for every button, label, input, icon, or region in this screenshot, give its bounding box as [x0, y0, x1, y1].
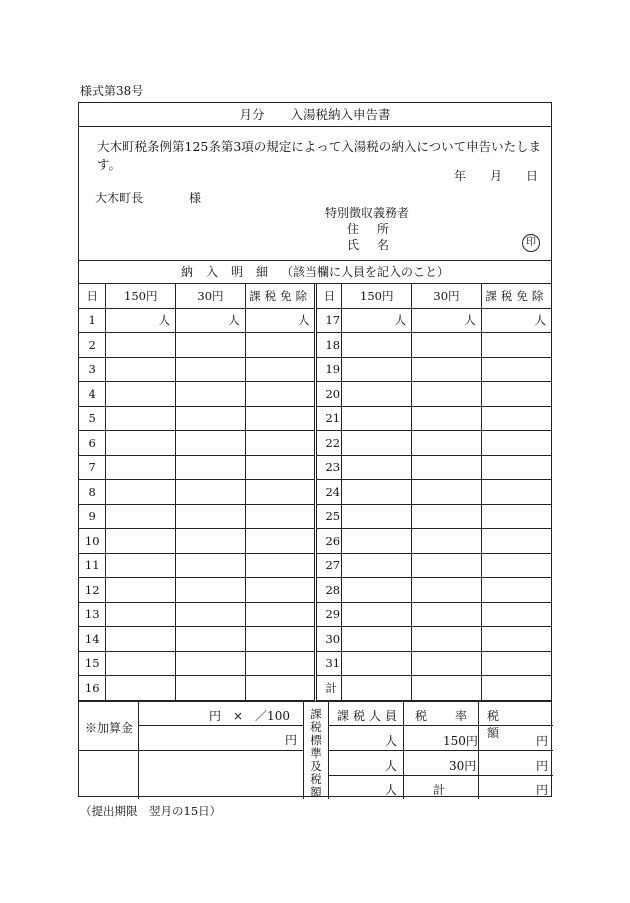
recipient-honorific: 様: [189, 191, 202, 205]
count-30-cell[interactable]: 人: [412, 308, 482, 333]
count-150-cell[interactable]: [106, 529, 176, 554]
detail-row: [79, 431, 551, 456]
count-exempt-cell[interactable]: [481, 333, 551, 358]
date-day: 日: [526, 169, 539, 183]
count-150-cell[interactable]: [342, 553, 412, 578]
detail-note: （該当欄に人員を記入のこと）: [281, 265, 450, 279]
header-30: 30円: [412, 284, 482, 308]
count-30-cell[interactable]: [176, 382, 246, 407]
tax-return-form: [78, 102, 552, 797]
count-150-cell[interactable]: [342, 529, 412, 554]
day-cell: 12: [79, 578, 106, 603]
count-30-cell[interactable]: [412, 357, 482, 382]
count-30-cell[interactable]: [412, 455, 482, 480]
day-cell: 17: [316, 308, 342, 333]
count-30-cell[interactable]: [176, 333, 246, 358]
count-150-cell[interactable]: [106, 406, 176, 431]
surcharge-label: ※加算金: [85, 721, 134, 735]
detail-section-title: [79, 260, 551, 284]
header-amount: 税額: [487, 709, 526, 740]
count-150-cell[interactable]: [106, 676, 176, 701]
count-exempt-cell[interactable]: [245, 529, 316, 554]
day-cell: 25: [316, 504, 342, 529]
day-cell: 23: [316, 455, 342, 480]
count-150-cell[interactable]: [106, 480, 176, 505]
declaration-text: 大木町税条例第125条第3項の規定によって入湯税の納入について申告いたします。: [97, 139, 542, 172]
count-exempt-cell[interactable]: [481, 578, 551, 603]
count-30-cell[interactable]: [412, 627, 482, 652]
detail-row: [79, 529, 551, 554]
count-30-cell[interactable]: [412, 480, 482, 505]
count-exempt-cell[interactable]: [245, 333, 316, 358]
day-cell: 22: [316, 431, 342, 456]
count-30-cell[interactable]: [176, 602, 246, 627]
count-30-cell[interactable]: [412, 578, 482, 603]
date-month: 月: [490, 169, 503, 183]
count-30-cell[interactable]: [412, 431, 482, 456]
obligor-label: 特別徴収義務者: [325, 206, 410, 220]
count-150-cell[interactable]: [106, 627, 176, 652]
count-exempt-cell[interactable]: [245, 480, 316, 505]
count-30-cell[interactable]: [176, 529, 246, 554]
day-cell: 6: [79, 431, 106, 456]
day-cell: 4: [79, 382, 106, 407]
count-30-cell[interactable]: [176, 651, 246, 676]
day-cell: 8: [79, 480, 106, 505]
surcharge-formula: 円 × ／100: [209, 709, 290, 723]
header-day: 日: [316, 284, 342, 308]
count-30-cell[interactable]: [412, 382, 482, 407]
count-exempt-cell[interactable]: [481, 480, 551, 505]
submission-deadline: （提出期限 翌月の15日）: [80, 804, 222, 818]
detail-row: [79, 382, 551, 407]
detail-table: [79, 284, 551, 701]
detail-row: [79, 627, 551, 652]
count-150-cell[interactable]: [106, 431, 176, 456]
count-150-cell[interactable]: [342, 333, 412, 358]
recipient: [95, 189, 201, 206]
count-150-cell[interactable]: [342, 431, 412, 456]
row2-amount-unit: 円: [536, 759, 549, 773]
detail-row: [79, 480, 551, 505]
day-cell: 18: [316, 333, 342, 358]
count-exempt-cell[interactable]: [481, 529, 551, 554]
count-30-cell[interactable]: [176, 480, 246, 505]
row3-rate: 計: [433, 783, 446, 797]
detail-row: [79, 651, 551, 676]
count-30-cell[interactable]: [176, 553, 246, 578]
count-exempt-cell[interactable]: 人: [245, 308, 316, 333]
day-cell: 30: [316, 627, 342, 652]
header-rate: 税率: [415, 709, 496, 723]
count-exempt-cell[interactable]: [481, 357, 551, 382]
day-cell: 11: [79, 553, 106, 578]
day-cell: 10: [79, 529, 106, 554]
count-150-cell[interactable]: [106, 455, 176, 480]
detail-row: [79, 602, 551, 627]
count-exempt-cell[interactable]: [481, 382, 551, 407]
row1-amount-unit: 円: [536, 734, 549, 748]
detail-row: [79, 676, 551, 701]
count-exempt-cell[interactable]: [245, 651, 316, 676]
row3-persons-unit: 人: [385, 783, 398, 797]
header-persons: 課税人員: [337, 709, 402, 723]
count-30-cell[interactable]: [412, 529, 482, 554]
header-day: 日: [79, 284, 106, 308]
count-30-cell[interactable]: [412, 651, 482, 676]
day-cell: 14: [79, 627, 106, 652]
count-150-cell[interactable]: [342, 602, 412, 627]
obligor-name-label: 氏名: [347, 238, 408, 252]
form-title: [79, 103, 551, 127]
header-exempt: 課税免除: [245, 284, 316, 308]
count-30-cell[interactable]: [176, 627, 246, 652]
day-cell: 31: [316, 651, 342, 676]
day-cell: 計: [316, 676, 342, 701]
row2-persons-unit: 人: [385, 759, 398, 773]
header-150: 150円: [342, 284, 412, 308]
row1-persons-unit: 人: [385, 734, 398, 748]
count-150-cell[interactable]: [106, 553, 176, 578]
detail-row: [79, 308, 551, 333]
count-exempt-cell[interactable]: [481, 431, 551, 456]
count-150-cell[interactable]: [106, 504, 176, 529]
detail-row: [79, 455, 551, 480]
obligor-address-label: 住所: [347, 222, 408, 236]
detail-row: [79, 406, 551, 431]
count-30-cell[interactable]: [176, 357, 246, 382]
day-cell: 15: [79, 651, 106, 676]
row3-amount-unit: 円: [536, 783, 549, 797]
count-exempt-cell[interactable]: 人: [481, 308, 551, 333]
count-exempt-cell[interactable]: [481, 553, 551, 578]
day-cell: 27: [316, 553, 342, 578]
count-exempt-cell[interactable]: [481, 504, 551, 529]
bottom-section: [79, 701, 551, 798]
seal-mark: 印: [522, 234, 540, 252]
header-30: 30円: [176, 284, 246, 308]
title-name: 入湯税納入申告書: [290, 107, 391, 122]
detail-title: 納入明細: [180, 265, 281, 279]
detail-row: [79, 357, 551, 382]
count-30-cell[interactable]: [412, 504, 482, 529]
count-150-cell[interactable]: [342, 455, 412, 480]
row2-rate: 30円: [449, 759, 477, 773]
recipient-name: 大木町長: [95, 191, 144, 205]
day-cell: 13: [79, 602, 106, 627]
count-150-cell[interactable]: [342, 651, 412, 676]
count-exempt-cell[interactable]: [245, 431, 316, 456]
count-150-cell[interactable]: 人: [106, 308, 176, 333]
count-exempt-cell[interactable]: [245, 578, 316, 603]
count-exempt-cell[interactable]: [481, 602, 551, 627]
row1-rate: 150円: [443, 734, 478, 748]
count-exempt-cell[interactable]: [245, 504, 316, 529]
day-cell: 9: [79, 504, 106, 529]
count-150-cell[interactable]: [342, 406, 412, 431]
count-30-cell[interactable]: [176, 406, 246, 431]
surcharge-yen: 円: [285, 733, 298, 747]
count-150-cell[interactable]: [342, 504, 412, 529]
count-30-cell[interactable]: [412, 676, 482, 701]
count-150-cell[interactable]: [342, 480, 412, 505]
count-30-cell[interactable]: [176, 676, 246, 701]
form-number: 様式第38号: [80, 84, 144, 98]
count-30-cell[interactable]: [412, 553, 482, 578]
header-exempt: 課税免除: [481, 284, 551, 308]
count-30-cell[interactable]: [412, 333, 482, 358]
count-exempt-cell[interactable]: [245, 553, 316, 578]
count-30-cell[interactable]: 人: [176, 308, 246, 333]
count-150-cell[interactable]: [106, 382, 176, 407]
title-month: 月分: [239, 107, 265, 122]
detail-row: [79, 553, 551, 578]
day-cell: 1: [79, 308, 106, 333]
day-cell: 2: [79, 333, 106, 358]
day-cell: 26: [316, 529, 342, 554]
day-cell: 24: [316, 480, 342, 505]
detail-row: [79, 578, 551, 603]
count-150-cell[interactable]: [106, 333, 176, 358]
count-150-cell[interactable]: [106, 602, 176, 627]
day-cell: 5: [79, 406, 106, 431]
count-30-cell[interactable]: [176, 455, 246, 480]
day-cell: 28: [316, 578, 342, 603]
count-exempt-cell[interactable]: [481, 455, 551, 480]
day-cell: 16: [79, 676, 106, 701]
count-exempt-cell[interactable]: [245, 406, 316, 431]
count-150-cell[interactable]: [342, 357, 412, 382]
day-cell: 20: [316, 382, 342, 407]
header-150: 150円: [106, 284, 176, 308]
detail-row: [79, 333, 551, 358]
day-cell: 3: [79, 357, 106, 382]
date-year: 年: [454, 169, 467, 183]
day-cell: 21: [316, 406, 342, 431]
count-exempt-cell[interactable]: [245, 602, 316, 627]
count-30-cell[interactable]: [176, 578, 246, 603]
count-exempt-cell[interactable]: [245, 627, 316, 652]
count-exempt-cell[interactable]: [245, 357, 316, 382]
count-150-cell[interactable]: [106, 357, 176, 382]
count-150-cell[interactable]: [342, 382, 412, 407]
count-exempt-cell[interactable]: [481, 651, 551, 676]
count-exempt-cell[interactable]: [481, 676, 551, 701]
count-30-cell[interactable]: [412, 406, 482, 431]
count-150-cell[interactable]: [342, 627, 412, 652]
count-150-cell[interactable]: [342, 676, 412, 701]
count-150-cell[interactable]: [106, 651, 176, 676]
count-exempt-cell[interactable]: [245, 455, 316, 480]
count-exempt-cell[interactable]: [481, 627, 551, 652]
count-150-cell[interactable]: 人: [342, 308, 412, 333]
tax-base-label: 課税標準及税額: [310, 707, 322, 799]
count-30-cell[interactable]: [412, 602, 482, 627]
count-exempt-cell[interactable]: [481, 406, 551, 431]
count-150-cell[interactable]: [106, 578, 176, 603]
day-cell: 7: [79, 455, 106, 480]
day-cell: 19: [316, 357, 342, 382]
count-exempt-cell[interactable]: [245, 676, 316, 701]
detail-header-row: [79, 284, 551, 308]
day-cell: 29: [316, 602, 342, 627]
count-30-cell[interactable]: [176, 504, 246, 529]
detail-row: [79, 504, 551, 529]
count-150-cell[interactable]: [342, 578, 412, 603]
count-exempt-cell[interactable]: [245, 382, 316, 407]
count-30-cell[interactable]: [176, 431, 246, 456]
